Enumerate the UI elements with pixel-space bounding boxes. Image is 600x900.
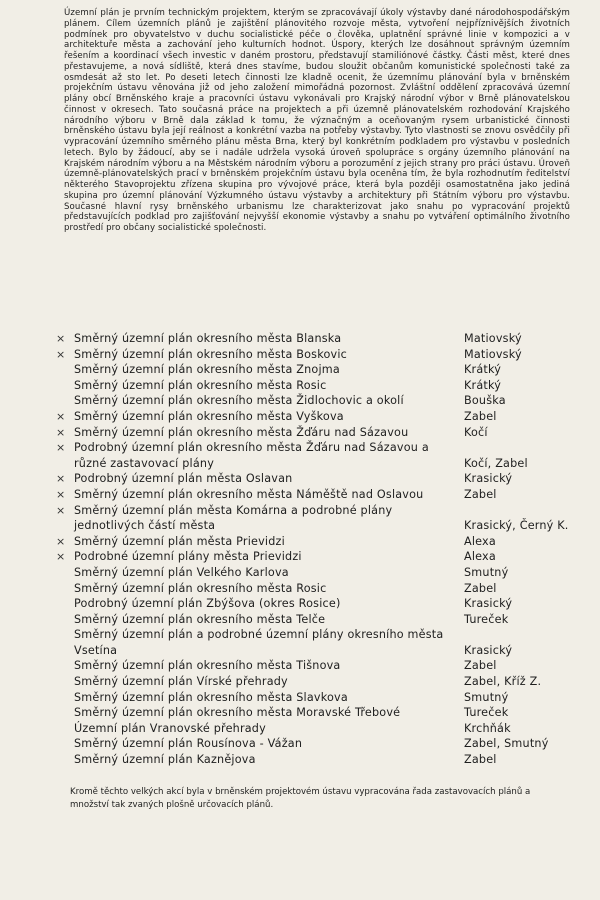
list-item <box>56 362 576 378</box>
project-title: Směrný územní plán okresního města Tišnova <box>74 659 341 673</box>
project-author: Alexa <box>464 534 496 548</box>
project-author: Matiovský <box>464 347 522 361</box>
project-title: Směrný územní plán okresního města Moravské Třebové <box>74 706 401 720</box>
project-title: Podrobný územní plán města Oslavan <box>74 472 293 486</box>
project-author: Zabel <box>464 487 497 501</box>
project-title: Směrný územní plán okresního města Boskovic <box>74 347 348 361</box>
list-item <box>56 565 576 581</box>
cross-mark-icon: × <box>56 503 66 517</box>
cross-mark-icon: × <box>56 534 66 548</box>
project-author: Krátký <box>464 378 502 392</box>
cross-mark-icon: × <box>56 550 66 564</box>
cross-mark-icon: × <box>56 347 66 361</box>
project-title: Směrný územní plán okresního města Telče <box>74 612 326 626</box>
list-item <box>56 425 576 441</box>
cross-mark-icon: × <box>56 409 66 423</box>
list-item <box>56 503 576 534</box>
project-title: Směrný územní plán okresního města Znojma <box>74 363 340 377</box>
project-author: Krátký <box>464 363 502 377</box>
project-author: Krasický <box>464 597 513 611</box>
project-title: Podrobné územní plány města Prievidzi <box>74 550 302 564</box>
project-title: Směrný územní plán okresního města Rosic <box>74 378 327 392</box>
project-title: Směrný územní plán města Komárna a podrobné plány jednotlivých částí města <box>74 503 393 533</box>
list-item <box>56 440 576 471</box>
list-item <box>56 581 576 597</box>
project-title: Podrobný územní plán Zbýšova (okres Rosice) <box>74 597 341 611</box>
project-author: Krasický <box>464 472 513 486</box>
project-title: Směrný územní plán okresního města Židlochovic a okolí <box>74 394 404 408</box>
list-item <box>56 534 576 550</box>
project-author: Krasický <box>464 643 513 657</box>
footer-note: Kromě těchto velkých akcí byla v brněnském projektovém ústavu vypracována řada zastavovacích plánů a množství tak zvaných plošně určovacích plánů. <box>70 787 531 810</box>
project-author: Bouška <box>464 394 506 408</box>
project-author: Zabel, Smutný <box>464 737 549 751</box>
project-author: Krasický, Černý K. <box>464 519 569 533</box>
project-author: Matiovský <box>464 332 522 345</box>
project-title: Směrný územní plán Kaznějova <box>74 753 256 767</box>
list-item <box>56 721 576 737</box>
list-item <box>56 471 576 487</box>
project-author: Tureček <box>464 706 509 720</box>
project-list <box>56 331 576 768</box>
project-author: Zabel <box>464 409 497 423</box>
list-item <box>56 393 576 409</box>
project-author: Krchňák <box>464 721 511 735</box>
list-item <box>56 705 576 721</box>
list-item <box>56 752 576 768</box>
project-author: Kočí <box>464 425 488 439</box>
project-author: Zabel, Kříž Z. <box>464 675 542 689</box>
project-author: Zabel <box>464 581 497 595</box>
project-title: Směrný územní plán okresního města Blanska <box>74 332 342 345</box>
project-title: Směrný územní plán Vírské přehrady <box>74 675 288 689</box>
cross-mark-icon: × <box>56 472 66 486</box>
project-author: Zabel <box>464 753 497 767</box>
list-item <box>56 487 576 503</box>
project-title: Územní plán Vranovské přehrady <box>74 721 266 735</box>
project-title: Směrný územní plán a podrobné územní plány okresního města Vsetína <box>74 628 444 657</box>
project-title: Směrný územní plán okresního města Slavkova <box>74 690 348 704</box>
list-item <box>56 409 576 425</box>
list-item <box>56 674 576 690</box>
list-item <box>56 378 576 394</box>
project-title: Směrný územní plán města Prievidzi <box>74 534 285 548</box>
list-item <box>56 627 576 658</box>
project-author: Smutný <box>464 690 509 704</box>
project-title: Směrný územní plán Rousínova - Vážan <box>74 737 303 751</box>
project-author: Alexa <box>464 550 496 564</box>
cross-mark-icon: × <box>56 441 66 455</box>
project-title: Směrný územní plán okresního města Rosic <box>74 581 327 595</box>
list-item <box>56 736 576 752</box>
project-author: Tureček <box>464 612 509 626</box>
list-item <box>56 331 576 347</box>
list-item <box>56 347 576 363</box>
cross-mark-icon: × <box>56 425 66 439</box>
project-title: Směrný územní plán okresního města Náměště nad Oslavou <box>74 487 424 501</box>
project-title: Směrný územní plán Velkého Karlova <box>74 565 289 579</box>
project-title: Směrný územní plán okresního města Vyškova <box>74 409 344 423</box>
list-item <box>56 612 576 628</box>
project-author: Kočí, Zabel <box>464 456 528 470</box>
project-author: Smutný <box>464 565 509 579</box>
list-item <box>56 658 576 674</box>
intro-paragraph: Územní plán je prvním technickým projektem, kterým se zpracovávají úkoly výstavby dané národohospodářským plánem. Cílem územních plánů je zajištění plánovitého rozvoje města, vytvoření nejpříznivějších životních podmínek pro obyvatelstvo v duchu socialistické péče o člověka, uplatnění správné linie v kompozici a v architektuře města a zachování jeho kulturních hodnot. Úspory, kterých lze dosáhnout správným územním řešením a koordinací všech investic v daném prostoru, představují stamiliónové částky. Části měst, které dnes přestavujeme, a nová sídliště, která dnes stavíme, budou sloužit občanům komunistické společnosti také za osmdesát až sto let. Po deseti letech činnosti lze kladně ocenit, že územnímu plánování byla v brněnském projekčním ústavu věnována již od jeho založení mimořádná pozornost. Zvláštní oddělení zpracovává územní plány obcí Brněnského kraje a pracovníci ústavu vykonávali pro Krajský národní výbor v Brně plánovatelskou činnost v okresech. Tato současná práce na projektech a při územně plánovatelském rozhodování Krajského národního výboru v Brně dala základ k tomu, že význačným a oceňovaným rysem urbanistické činnosti brněnského ústavu byla její reálnost a konkrétní vazba na potřeby výstavby. Tyto vlastnosti se znovu osvědčily při vypracování územního směrného plánu města Brna, který byl konkrétním podkladem pro výstavbu v posledních letech. Bylo by žádoucí, aby se i nadále udržela vysoká úroveň spolupráce s orgány územního plánování na Krajském národním výboru a na Městském národním výboru a porozumění z jejich strany pro práci ústavu. Úroveň územně-plánovatelských prací v brněnském projekčním ústavu byla oceněna tím, že byla rozhodnutím ředitelství některého Stavoprojektu zřízena skupina pro vývojové práce, která byla později osamostatněna jako jediná skupina pro územní plánování Výzkumného ústavu výstavby a architektury při Státním výboru pro výstavbu. Současné hlavní rysy brněnského urbanismu lze charakterizovat jako snahu po vypracování projektů představujících podklad pro zajišťování nejvyšší ekonomie výstavby a snahu po vytváření optimálního životního prostředí pro občany socialistické společnosti. <box>64 8 570 233</box>
cross-mark-icon: × <box>56 332 66 345</box>
project-author: Zabel <box>464 659 497 673</box>
list-item <box>56 596 576 612</box>
list-item <box>56 549 576 565</box>
project-title: Podrobný územní plán okresního města Žďáru nad Sázavou a různé zastavovací plány <box>74 441 429 470</box>
list-item <box>56 690 576 706</box>
project-title: Směrný územní plán okresního města Žďáru nad Sázavou <box>74 425 409 439</box>
cross-mark-icon: × <box>56 487 66 501</box>
